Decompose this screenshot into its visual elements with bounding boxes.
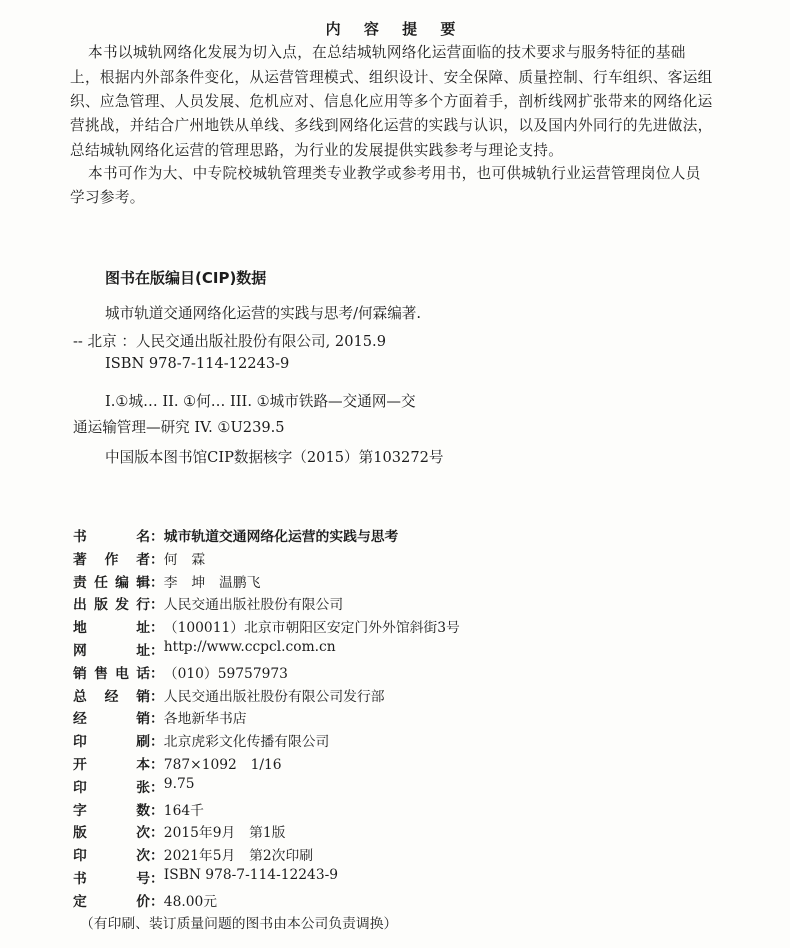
label-char: 印 — [73, 848, 87, 865]
summary-line: 学习参考。 — [70, 189, 145, 206]
colophon-row — [73, 821, 285, 843]
colophon-row — [73, 890, 217, 912]
label-char: 版 — [94, 597, 108, 614]
quality-note: （有印刷、装订质量问题的图书由本公司负责调换） — [80, 916, 398, 932]
label-char: 经 — [104, 688, 119, 705]
colophon-row — [73, 548, 205, 570]
colophon-value: 人民交通出版社股份有限公司发行部 — [163, 688, 385, 705]
colophon-label — [73, 616, 150, 638]
label-char: 址 — [136, 620, 150, 637]
label-char: 刷 — [136, 734, 150, 751]
summary-line: 总结城轨网络化运营的管理思路，为行业的发展提供实践参考与理论支持。 — [70, 142, 564, 159]
label-char: 售 — [94, 665, 108, 682]
label-char: 印 — [73, 734, 87, 751]
colophon-label — [73, 639, 150, 661]
colophon-row — [73, 753, 282, 775]
colophon-row — [73, 616, 460, 638]
colophon-label — [73, 525, 150, 547]
colophon-value: 李 坤 温鹏飞 — [163, 574, 261, 591]
label-char: 销 — [136, 711, 150, 728]
label-char: 号 — [136, 871, 150, 887]
label-char: 编 — [115, 574, 129, 591]
label-char: 总 — [73, 688, 87, 705]
colophon-value: （010）59757973 — [163, 665, 288, 682]
colon: ： — [150, 757, 164, 773]
label-char: 任 — [94, 574, 108, 591]
label-char: 话 — [136, 665, 150, 682]
colophon-value: 人民交通出版社股份有限公司 — [163, 597, 344, 614]
label-char: 销 — [136, 688, 150, 705]
label-char: 行 — [136, 597, 150, 614]
colophon-row — [73, 571, 260, 593]
colophon-label — [73, 685, 150, 707]
colon: ： — [150, 734, 164, 751]
label-char: 本 — [136, 757, 150, 773]
colophon-row — [73, 776, 195, 798]
colophon-label — [73, 707, 150, 729]
label-char: 定 — [73, 893, 87, 910]
label-char: 经 — [73, 711, 87, 728]
colon: ： — [150, 620, 164, 637]
colophon-row — [73, 707, 247, 729]
colon: ： — [150, 825, 164, 842]
colophon-value: 北京虎彩文化传播有限公司 — [163, 734, 330, 751]
colon: ： — [150, 665, 164, 682]
colophon-label — [73, 548, 150, 570]
colophon-row — [73, 525, 398, 547]
colophon-label — [73, 821, 150, 843]
colon: ： — [150, 688, 164, 705]
label-char: 著 — [73, 551, 87, 568]
cip-line: ISBN 978-7-114-12243-9 — [105, 355, 290, 372]
label-char: 次 — [136, 848, 150, 865]
colophon-row — [73, 730, 329, 752]
cip-heading: 图书在版编目(CIP)数据 — [105, 269, 267, 287]
colon: ： — [150, 893, 164, 910]
colophon-value: http://www.ccpcl.com.cn — [163, 639, 336, 655]
colophon-row — [73, 844, 313, 866]
colophon-label — [73, 753, 150, 775]
colophon-value: ISBN 978-7-114-12243-9 — [163, 867, 339, 883]
summary-line: 本书以城轨网络化发展为切入点，在总结城轨网络化运营面临的技术要求与服务特征的基础 — [88, 44, 686, 61]
colon: ： — [150, 779, 164, 796]
summary-title: 内 容 提 要 — [325, 20, 465, 38]
colophon-label — [73, 593, 150, 615]
colophon-label — [73, 799, 150, 821]
colophon-row — [73, 799, 204, 821]
label-char: 出 — [73, 597, 87, 614]
label-char: 电 — [115, 665, 129, 682]
label-char: 销 — [73, 665, 87, 682]
colon: ： — [150, 529, 164, 545]
colon: ： — [150, 711, 164, 728]
summary-line: 织、应急管理、人员发展、危机应对、信息化应用等多个方面着手，剖析线网扩张带来的网络化运 — [70, 93, 713, 110]
colophon-value: 2015年9月 第1版 — [163, 825, 286, 842]
colophon-value: 164千 — [163, 802, 204, 819]
colophon-value: 48.00元 — [163, 893, 218, 910]
cip-line: I.①城… II. ①何… III. ①城市铁路—交通网—交 — [105, 393, 416, 410]
colophon-label — [73, 844, 150, 866]
cip-line: 中国版本图书馆CIP数据核字（2015）第103272号 — [105, 449, 444, 466]
summary-line: 本书可作为大、中专院校城轨管理类专业教学或参考用书，也可供城轨行业运营管理岗位人员 — [88, 165, 701, 182]
colon: ： — [150, 597, 164, 614]
colophon-value: 各地新华书店 — [163, 711, 247, 728]
cip-line: 通运输管理—研究 IV. ①U239.5 — [73, 419, 285, 436]
cip-line: -- 北京 ：人民交通出版社股份有限公司, 2015.9 — [73, 333, 386, 350]
colophon-value: （100011）北京市朝阳区安定门外外馆斜街3号 — [163, 620, 460, 637]
colon: ： — [150, 551, 164, 568]
colophon-value: 9.75 — [163, 775, 195, 792]
colophon-value: 城市轨道交通网络化运营的实践与思考 — [163, 529, 399, 545]
label-char: 发 — [115, 597, 129, 614]
colon: ： — [150, 871, 164, 887]
label-char: 次 — [136, 825, 150, 842]
label-char: 责 — [73, 574, 87, 591]
label-char: 价 — [136, 893, 150, 910]
colon: ： — [150, 574, 164, 591]
colophon-row — [73, 685, 385, 707]
label-char: 者 — [136, 551, 150, 568]
label-char: 作 — [104, 551, 119, 568]
colophon-label — [73, 890, 150, 912]
colophon-label — [73, 662, 150, 684]
colon: ： — [150, 848, 164, 865]
colophon-row — [73, 662, 288, 684]
label-char: 印 — [73, 779, 87, 796]
label-char: 张 — [136, 779, 150, 796]
colophon-value: 787×1092 1/16 — [163, 757, 282, 773]
colophon-label — [73, 867, 150, 889]
colophon-value: 2021年5月 第2次印刷 — [163, 848, 314, 865]
label-char: 址 — [136, 643, 150, 659]
colophon-row — [73, 867, 338, 889]
colon: ： — [150, 802, 164, 819]
label-char: 数 — [136, 802, 150, 819]
colophon-label — [73, 776, 150, 798]
label-char: 网 — [73, 643, 87, 659]
label-char: 版 — [73, 825, 87, 842]
label-char: 辑 — [136, 574, 150, 591]
label-char: 地 — [73, 620, 87, 637]
cip-line: 城市轨道交通网络化运营的实践与思考/何霖编著. — [105, 305, 422, 322]
colophon-row — [73, 593, 343, 615]
label-char: 书 — [73, 529, 87, 545]
colophon-value: 何 霖 — [163, 551, 206, 568]
colophon-row — [73, 639, 336, 661]
colon: ： — [150, 643, 164, 659]
summary-line: 营挑战，并结合广州地铁从单线、多线到网络化运营的实践与认识，以及国内外同行的先进做法， — [70, 117, 713, 134]
label-char: 名 — [136, 529, 150, 545]
summary-line: 上，根据内外部条件变化，从运营管理模式、组织设计、安全保障、质量控制、行车组织、客运组 — [70, 69, 713, 86]
colophon-label — [73, 571, 150, 593]
label-char: 字 — [73, 802, 87, 819]
colophon-label — [73, 730, 150, 752]
label-char: 书 — [73, 871, 87, 887]
label-char: 开 — [73, 757, 87, 773]
